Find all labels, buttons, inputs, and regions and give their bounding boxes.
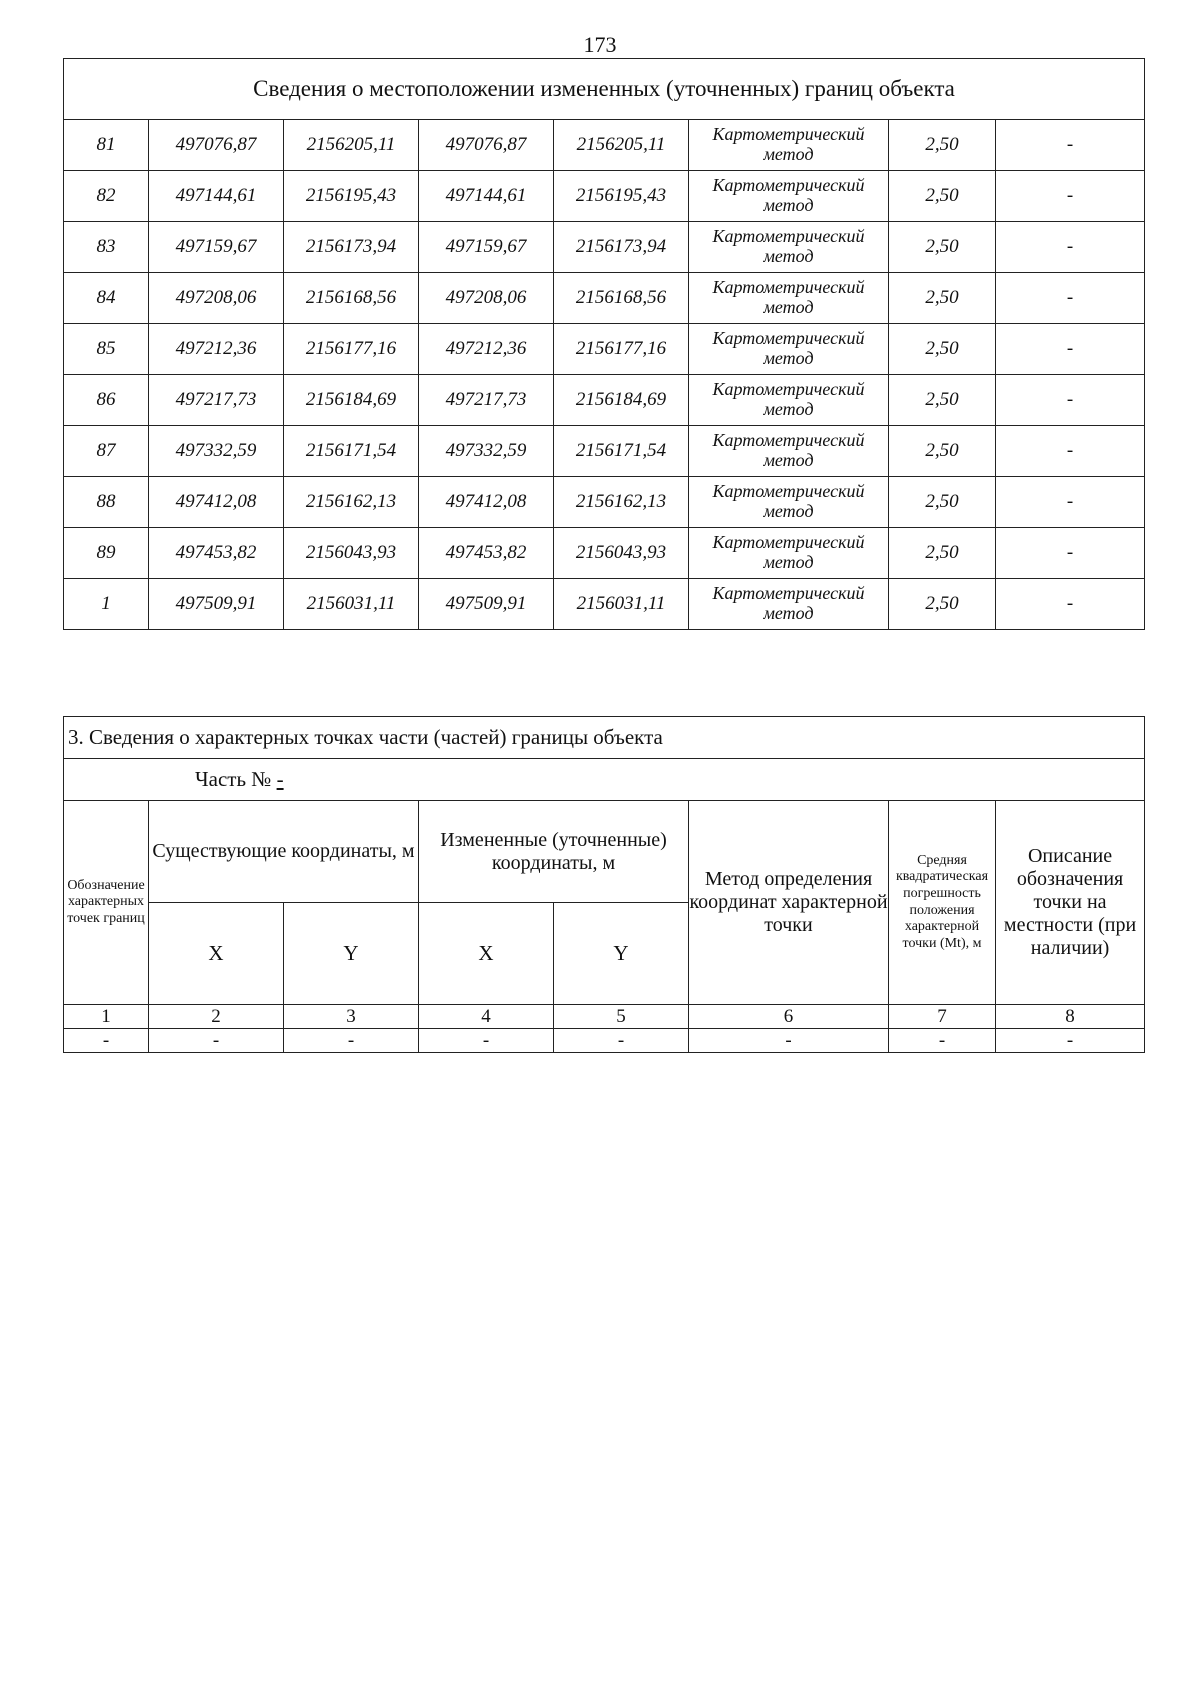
cell-method: Картометрический метод <box>689 324 889 375</box>
column-number: 5 <box>554 1005 689 1029</box>
cell-existing-x: 497332,59 <box>149 426 284 477</box>
cell-changed-x: 497412,08 <box>419 477 554 528</box>
table-row <box>64 324 1145 375</box>
cell-point-number: 1 <box>64 579 149 630</box>
cell-accuracy: 2,50 <box>889 579 996 630</box>
table-row <box>64 375 1145 426</box>
cell-existing-y: 2156195,43 <box>284 171 419 222</box>
cell-method: Картометрический метод <box>689 222 889 273</box>
cell-description: - <box>996 171 1145 222</box>
boundary-coordinates-table <box>63 58 1145 630</box>
empty-cell: - <box>554 1029 689 1053</box>
cell-changed-y: 2156195,43 <box>554 171 689 222</box>
cell-changed-y: 2156177,16 <box>554 324 689 375</box>
table-row <box>64 171 1145 222</box>
header-existing-y: Y <box>284 903 419 1005</box>
cell-changed-y: 2156173,94 <box>554 222 689 273</box>
cell-point-number: 82 <box>64 171 149 222</box>
section-heading: 3. Сведения о характерных точках части (частей) границы объекта <box>64 717 1145 759</box>
empty-data-row <box>64 1029 1145 1053</box>
cell-changed-x: 497076,87 <box>419 120 554 171</box>
cell-point-number: 83 <box>64 222 149 273</box>
empty-cell: - <box>149 1029 284 1053</box>
cell-description: - <box>996 324 1145 375</box>
cell-point-number: 85 <box>64 324 149 375</box>
cell-description: - <box>996 579 1145 630</box>
cell-description: - <box>996 222 1145 273</box>
cell-existing-x: 497144,61 <box>149 171 284 222</box>
cell-method: Картометрический метод <box>689 171 889 222</box>
table-row <box>64 426 1145 477</box>
header-changed-y: Y <box>554 903 689 1005</box>
cell-method: Картометрический метод <box>689 579 889 630</box>
cell-changed-x: 497453,82 <box>419 528 554 579</box>
cell-existing-x: 497076,87 <box>149 120 284 171</box>
cell-changed-y: 2156184,69 <box>554 375 689 426</box>
cell-accuracy: 2,50 <box>889 171 996 222</box>
cell-method: Картометрический метод <box>689 375 889 426</box>
empty-cell: - <box>689 1029 889 1053</box>
part-label: Часть № <box>195 767 277 792</box>
cell-description: - <box>996 120 1145 171</box>
header-changed-coords: Измененные (уточненные) координаты, м <box>419 801 689 903</box>
cell-description: - <box>996 273 1145 324</box>
cell-point-number: 86 <box>64 375 149 426</box>
column-number: 8 <box>996 1005 1145 1029</box>
cell-existing-x: 497159,67 <box>149 222 284 273</box>
part-number-value: - <box>276 767 284 792</box>
cell-changed-x: 497509,91 <box>419 579 554 630</box>
cell-description: - <box>996 477 1145 528</box>
cell-existing-y: 2156171,54 <box>284 426 419 477</box>
table-row <box>64 273 1145 324</box>
empty-cell: - <box>284 1029 419 1053</box>
cell-changed-y: 2156171,54 <box>554 426 689 477</box>
cell-changed-x: 497217,73 <box>419 375 554 426</box>
cell-existing-y: 2156177,16 <box>284 324 419 375</box>
cell-existing-y: 2156168,56 <box>284 273 419 324</box>
page-number: 173 <box>583 32 617 57</box>
cell-point-number: 89 <box>64 528 149 579</box>
table-row <box>64 528 1145 579</box>
header-existing-coords: Существующие координаты, м <box>149 801 419 903</box>
cell-accuracy: 2,50 <box>889 273 996 324</box>
cell-method: Картометрический метод <box>689 528 889 579</box>
cell-accuracy: 2,50 <box>889 426 996 477</box>
cell-method: Картометрический метод <box>689 120 889 171</box>
column-number: 4 <box>419 1005 554 1029</box>
header-description: Описание обозначения точки на местности (при наличии) <box>996 801 1145 1005</box>
cell-existing-x: 497412,08 <box>149 477 284 528</box>
cell-changed-y: 2156043,93 <box>554 528 689 579</box>
cell-point-number: 81 <box>64 120 149 171</box>
column-number: 7 <box>889 1005 996 1029</box>
header-point-designation: Обозначение характерных точек границ <box>64 801 149 1005</box>
cell-description: - <box>996 375 1145 426</box>
cell-description: - <box>996 528 1145 579</box>
cell-accuracy: 2,50 <box>889 477 996 528</box>
column-number: 2 <box>149 1005 284 1029</box>
cell-changed-x: 497208,06 <box>419 273 554 324</box>
cell-accuracy: 2,50 <box>889 528 996 579</box>
cell-existing-y: 2156043,93 <box>284 528 419 579</box>
empty-cell: - <box>64 1029 149 1053</box>
cell-changed-x: 497212,36 <box>419 324 554 375</box>
table-row <box>64 120 1145 171</box>
part-boundary-points-table <box>63 716 1145 1053</box>
part-number-line <box>64 759 1145 801</box>
cell-accuracy: 2,50 <box>889 120 996 171</box>
column-number-row <box>64 1005 1145 1029</box>
cell-accuracy: 2,50 <box>889 324 996 375</box>
cell-method: Картометрический метод <box>689 426 889 477</box>
header-accuracy: Средняя квадратическая погрешность положения характерной точки (Mt), м <box>889 801 996 1005</box>
cell-changed-y: 2156031,11 <box>554 579 689 630</box>
cell-method: Картометрический метод <box>689 273 889 324</box>
table-row <box>64 579 1145 630</box>
cell-existing-x: 497212,36 <box>149 324 284 375</box>
column-number: 3 <box>284 1005 419 1029</box>
header-method: Метод определения координат характерной точки <box>689 801 889 1005</box>
empty-cell: - <box>419 1029 554 1053</box>
header-existing-x: X <box>149 903 284 1005</box>
column-number: 6 <box>689 1005 889 1029</box>
cell-existing-y: 2156031,11 <box>284 579 419 630</box>
table-row <box>64 477 1145 528</box>
cell-accuracy: 2,50 <box>889 222 996 273</box>
cell-point-number: 87 <box>64 426 149 477</box>
empty-cell: - <box>996 1029 1145 1053</box>
table-title: Сведения о местоположении измененных (уточненных) границ объекта <box>64 59 1145 120</box>
column-number: 1 <box>64 1005 149 1029</box>
cell-changed-x: 497332,59 <box>419 426 554 477</box>
cell-existing-y: 2156205,11 <box>284 120 419 171</box>
cell-changed-y: 2156162,13 <box>554 477 689 528</box>
cell-method: Картометрический метод <box>689 477 889 528</box>
empty-cell: - <box>889 1029 996 1053</box>
cell-existing-x: 497217,73 <box>149 375 284 426</box>
cell-point-number: 88 <box>64 477 149 528</box>
cell-changed-y: 2156168,56 <box>554 273 689 324</box>
cell-existing-y: 2156173,94 <box>284 222 419 273</box>
cell-existing-x: 497453,82 <box>149 528 284 579</box>
cell-accuracy: 2,50 <box>889 375 996 426</box>
cell-changed-y: 2156205,11 <box>554 120 689 171</box>
cell-existing-x: 497208,06 <box>149 273 284 324</box>
cell-changed-x: 497159,67 <box>419 222 554 273</box>
cell-point-number: 84 <box>64 273 149 324</box>
cell-existing-y: 2156184,69 <box>284 375 419 426</box>
cell-existing-y: 2156162,13 <box>284 477 419 528</box>
table-row <box>64 222 1145 273</box>
cell-changed-x: 497144,61 <box>419 171 554 222</box>
header-changed-x: X <box>419 903 554 1005</box>
cell-existing-x: 497509,91 <box>149 579 284 630</box>
cell-description: - <box>996 426 1145 477</box>
